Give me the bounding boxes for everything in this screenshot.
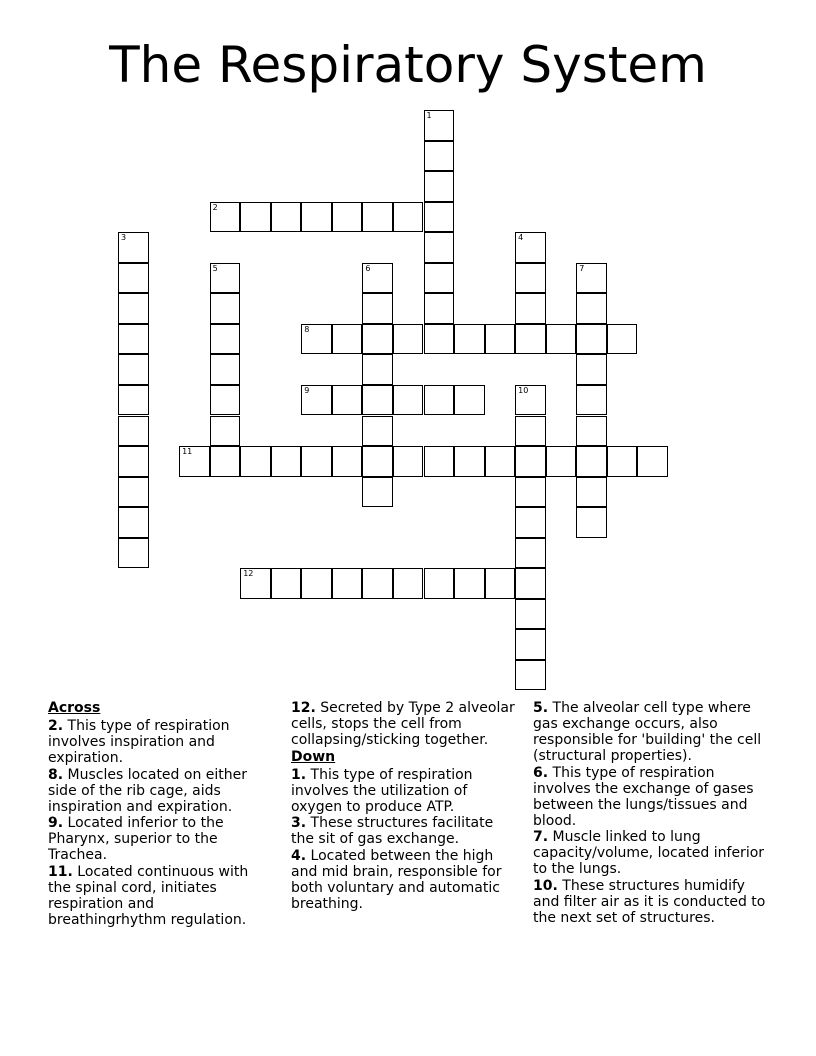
grid-cell[interactable]	[118, 324, 149, 355]
grid-cell[interactable]	[118, 416, 149, 447]
grid-cell[interactable]	[118, 385, 149, 416]
clue-number: 9	[304, 385, 310, 395]
grid-cell[interactable]	[454, 568, 485, 599]
clue-number: 7	[579, 263, 585, 273]
grid-cell[interactable]	[362, 477, 393, 508]
grid-cell[interactable]	[118, 232, 149, 263]
grid-cell[interactable]	[362, 324, 393, 355]
grid-cell[interactable]	[424, 324, 455, 355]
grid-cell[interactable]	[424, 202, 455, 233]
grid-cell[interactable]	[515, 446, 546, 477]
across-heading: Across	[48, 700, 101, 716]
clue-number: 8	[304, 324, 310, 334]
grid-cell[interactable]	[332, 446, 363, 477]
grid-cell[interactable]	[576, 446, 607, 477]
clue-number: 3	[121, 233, 127, 243]
clue-down-3: 3. These structures facilitate the sit of gas exchange.	[291, 815, 494, 847]
puzzle-title: The Respiratory System	[109, 36, 707, 94]
grid-cell[interactable]	[271, 568, 302, 599]
grid-cell[interactable]	[240, 568, 271, 599]
clue-column-3	[533, 700, 768, 926]
grid-cell[interactable]	[332, 385, 363, 416]
clue-column-2	[291, 700, 516, 912]
grid-cell[interactable]	[424, 446, 455, 477]
grid-cell[interactable]	[424, 171, 455, 202]
grid-cell[interactable]	[485, 568, 516, 599]
grid-cell[interactable]	[546, 446, 577, 477]
grid-cell[interactable]	[424, 263, 455, 294]
grid-cell[interactable]	[607, 446, 638, 477]
grid-cell[interactable]	[576, 416, 607, 447]
clue-down-10: 10. These structures humidify and filter air as it is conducted to the next set of structures.	[533, 877, 766, 926]
grid-cell[interactable]	[424, 232, 455, 263]
grid-cell[interactable]	[515, 232, 546, 263]
clue-across-9: 9. Located inferior to the Pharynx, superior to the Trachea.	[48, 815, 224, 863]
grid-cell[interactable]	[301, 385, 332, 416]
grid-cell[interactable]	[210, 202, 241, 233]
grid-cell[interactable]	[271, 202, 302, 233]
grid-cell[interactable]	[576, 263, 607, 294]
grid-cell[interactable]	[210, 324, 241, 355]
grid-cell[interactable]	[515, 385, 546, 416]
grid-cell[interactable]	[332, 568, 363, 599]
grid-cell[interactable]	[362, 354, 393, 385]
grid-cell[interactable]	[118, 263, 149, 294]
grid-cell[interactable]	[271, 446, 302, 477]
grid-cell[interactable]	[332, 324, 363, 355]
grid-cell[interactable]	[301, 568, 332, 599]
grid-cell[interactable]	[118, 446, 149, 477]
grid-cell[interactable]	[515, 538, 546, 569]
grid-cell[interactable]	[515, 629, 546, 660]
clue-down-1: 1. This type of respiration involves the utilization of oxygen to produce ATP.	[291, 766, 473, 815]
grid-cell[interactable]	[515, 263, 546, 294]
grid-cell[interactable]	[546, 324, 577, 355]
grid-cell[interactable]	[454, 446, 485, 477]
clue-across-12: 12. Secreted by Type 2 alveolar cells, stops the cell from collapsing/sticking together.	[291, 700, 515, 748]
grid-cell[interactable]	[301, 202, 332, 233]
clue-across-2: 2. This type of respiration involves inspiration and expiration.	[48, 718, 230, 766]
grid-cell[interactable]	[637, 446, 668, 477]
grid-cell[interactable]	[515, 293, 546, 324]
grid-cell[interactable]	[393, 385, 424, 416]
grid-cell[interactable]	[607, 324, 638, 355]
grid-cell[interactable]	[362, 202, 393, 233]
grid-cell[interactable]	[301, 324, 332, 355]
grid-cell[interactable]	[485, 324, 516, 355]
down-heading: Down	[291, 748, 336, 765]
grid-cell[interactable]	[576, 324, 607, 355]
grid-cell[interactable]	[362, 263, 393, 294]
clue-number: 12	[243, 569, 254, 579]
grid-cell[interactable]	[332, 202, 363, 233]
grid-cell[interactable]	[118, 538, 149, 569]
grid-cell[interactable]	[393, 324, 424, 355]
clue-column-1	[48, 700, 268, 928]
grid-cell[interactable]	[362, 568, 393, 599]
grid-cell[interactable]	[515, 599, 546, 630]
grid-cell[interactable]	[118, 507, 149, 538]
grid-cell[interactable]	[576, 477, 607, 508]
clue-number: 5	[212, 263, 218, 273]
grid-cell[interactable]	[393, 568, 424, 599]
clue-number: 11	[182, 447, 193, 457]
grid-cell[interactable]	[362, 416, 393, 447]
clue-number: 10	[518, 385, 529, 395]
grid-cell[interactable]	[210, 385, 241, 416]
grid-cell[interactable]	[362, 293, 393, 324]
grid-cell[interactable]	[118, 293, 149, 324]
grid-cell[interactable]	[118, 354, 149, 385]
grid-cell[interactable]	[424, 141, 455, 172]
clue-down-4: 4. Located between the high and mid brain, responsible for both voluntary and automatic breathing.	[291, 847, 502, 912]
grid-cell[interactable]	[515, 324, 546, 355]
grid-cell[interactable]	[454, 385, 485, 416]
clue-number: 1	[426, 111, 432, 120]
clue-number: 6	[365, 263, 371, 273]
grid-cell[interactable]	[424, 385, 455, 416]
grid-cell[interactable]	[515, 568, 546, 599]
grid-cell[interactable]	[362, 385, 393, 416]
grid-cell[interactable]	[362, 446, 393, 477]
clue-down-6: 6. This type of respiration involves the exchange of gases between the lungs/tissues and blood.	[533, 764, 754, 829]
grid-cell[interactable]	[179, 446, 210, 477]
grid-cell[interactable]	[210, 416, 241, 447]
grid-cell[interactable]	[210, 354, 241, 385]
grid-cell[interactable]	[515, 507, 546, 538]
grid-cell[interactable]	[454, 324, 485, 355]
grid-cell[interactable]	[424, 568, 455, 599]
clue-number: 4	[518, 233, 524, 243]
grid-cell[interactable]	[485, 446, 516, 477]
grid-cell[interactable]	[210, 263, 241, 294]
grid-cell[interactable]	[576, 385, 607, 416]
grid-cell[interactable]	[424, 293, 455, 324]
grid-cell[interactable]	[393, 202, 424, 233]
grid-cell[interactable]	[393, 446, 424, 477]
grid-cell[interactable]	[240, 202, 271, 233]
grid-cell[interactable]	[118, 477, 149, 508]
grid-cell[interactable]	[515, 477, 546, 508]
grid-cell[interactable]	[515, 660, 546, 691]
grid-cell[interactable]	[576, 354, 607, 385]
clue-down-5: 5. The alveolar cell type where gas exchange occurs, also responsible for 'building' the cell (structural properties).	[533, 700, 762, 764]
clue-number: 2	[212, 202, 218, 212]
grid-cell[interactable]	[210, 446, 241, 477]
grid-cell[interactable]	[210, 293, 241, 324]
grid-cell[interactable]	[515, 416, 546, 447]
clue-across-8: 8. Muscles located on either side of the rib cage, aids inspiration and expiration.	[48, 766, 247, 815]
clue-across-11: 11. Located continuous with the spinal cord, initiates respiration and breathingrhythm regulation.	[48, 863, 249, 928]
grid-cell[interactable]	[240, 446, 271, 477]
clue-down-7: 7. Muscle linked to lung capacity/volume, located inferior to the lungs.	[533, 829, 765, 877]
grid-cell[interactable]	[301, 446, 332, 477]
grid-cell[interactable]	[576, 507, 607, 538]
grid-cell[interactable]	[576, 293, 607, 324]
grid-cell[interactable]	[424, 110, 455, 141]
